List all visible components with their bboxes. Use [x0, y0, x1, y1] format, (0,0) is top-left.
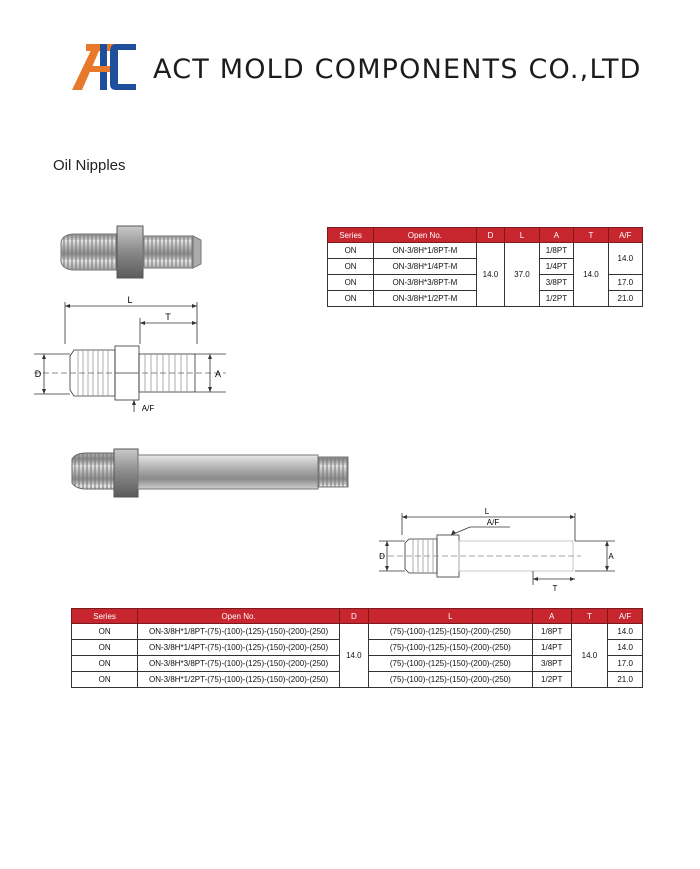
cell-open-no: ON-3/8H*1/8PT-(75)-(100)-(125)-(150)-(200)-(250)	[138, 624, 340, 640]
dim-label-a: A	[608, 552, 614, 561]
dim-label-t: T	[165, 312, 171, 322]
cell-series: ON	[328, 291, 374, 307]
header-open-no: Open No.	[374, 228, 477, 243]
cell-series: ON	[328, 259, 374, 275]
cell-series: ON	[72, 640, 138, 656]
cell-d: 14.0	[476, 243, 505, 307]
cell-d: 14.0	[339, 624, 368, 688]
long-nipple-spec-table	[71, 608, 643, 688]
cell-series: ON	[328, 275, 374, 291]
header-l: L	[368, 609, 532, 624]
cell-open-no: ON-3/8H*1/8PT-M	[374, 243, 477, 259]
cell-af: 17.0	[608, 656, 643, 672]
table-row	[328, 243, 643, 259]
cell-a: 3/8PT	[532, 656, 571, 672]
cell-a: 3/8PT	[539, 275, 574, 291]
short-oil-nipple-photo	[55, 220, 205, 284]
cell-af: 21.0	[608, 672, 643, 688]
long-oil-nipple-photo	[66, 445, 356, 505]
cell-series: ON	[328, 243, 374, 259]
header-open-no: Open No.	[138, 609, 340, 624]
dim-label-d: D	[34, 369, 42, 379]
cell-l: (75)-(100)-(125)-(150)-(200)-(250)	[368, 656, 532, 672]
cell-l: (75)-(100)-(125)-(150)-(200)-(250)	[368, 624, 532, 640]
header-series: Series	[72, 609, 138, 624]
table-header-row	[72, 609, 643, 624]
dim-label-af: A/F	[141, 404, 155, 413]
header-a: A	[539, 228, 574, 243]
header-t: T	[574, 228, 608, 243]
dim-label-a: A	[214, 369, 222, 379]
cell-l: 37.0	[505, 243, 539, 307]
header-af: A/F	[608, 228, 642, 243]
cell-series: ON	[72, 624, 138, 640]
header-af: A/F	[608, 609, 643, 624]
cell-open-no: ON-3/8H*3/8PT-M	[374, 275, 477, 291]
cell-af: 14.0	[608, 243, 642, 275]
dim-label-af: A/F	[486, 518, 500, 527]
header-l: L	[505, 228, 539, 243]
company-logo	[72, 40, 136, 92]
header-a: A	[532, 609, 571, 624]
dim-label-t: T	[552, 584, 558, 593]
cell-af: 14.0	[608, 640, 643, 656]
cell-a: 1/8PT	[539, 243, 574, 259]
cell-series: ON	[72, 672, 138, 688]
section-title: Oil Nipples	[53, 157, 126, 174]
cell-a: 1/2PT	[532, 672, 571, 688]
short-nipple-spec-table	[327, 227, 643, 307]
company-name: ACT MOLD COMPONENTS CO.,LTD	[153, 54, 642, 85]
dim-label-d: D	[379, 552, 385, 561]
cell-open-no: ON-3/8H*1/4PT-(75)-(100)-(125)-(150)-(200)-(250)	[138, 640, 340, 656]
cell-af: 21.0	[608, 291, 642, 307]
header-d: D	[339, 609, 368, 624]
dim-label-l: L	[127, 295, 133, 305]
table-header-row	[328, 228, 643, 243]
cell-t: 14.0	[571, 624, 608, 688]
dim-label-l: L	[484, 507, 490, 516]
cell-a: 1/2PT	[539, 291, 574, 307]
short-nipple-dimension-drawing	[30, 292, 230, 422]
header-d: D	[476, 228, 505, 243]
cell-series: ON	[72, 656, 138, 672]
cell-open-no: ON-3/8H*1/4PT-M	[374, 259, 477, 275]
cell-a: 1/4PT	[539, 259, 574, 275]
header-t: T	[571, 609, 608, 624]
cell-a: 1/8PT	[532, 624, 571, 640]
cell-open-no: ON-3/8H*1/2PT-(75)-(100)-(125)-(150)-(200)-(250)	[138, 672, 340, 688]
cell-open-no: ON-3/8H*3/8PT-(75)-(100)-(125)-(150)-(200)-(250)	[138, 656, 340, 672]
cell-af: 17.0	[608, 275, 642, 291]
cell-af: 14.0	[608, 624, 643, 640]
cell-t: 14.0	[574, 243, 608, 307]
cell-l: (75)-(100)-(125)-(150)-(200)-(250)	[368, 640, 532, 656]
table-row	[72, 624, 643, 640]
cell-open-no: ON-3/8H*1/2PT-M	[374, 291, 477, 307]
header-series: Series	[328, 228, 374, 243]
long-nipple-dimension-drawing	[375, 505, 620, 597]
cell-a: 1/4PT	[532, 640, 571, 656]
cell-l: (75)-(100)-(125)-(150)-(200)-(250)	[368, 672, 532, 688]
